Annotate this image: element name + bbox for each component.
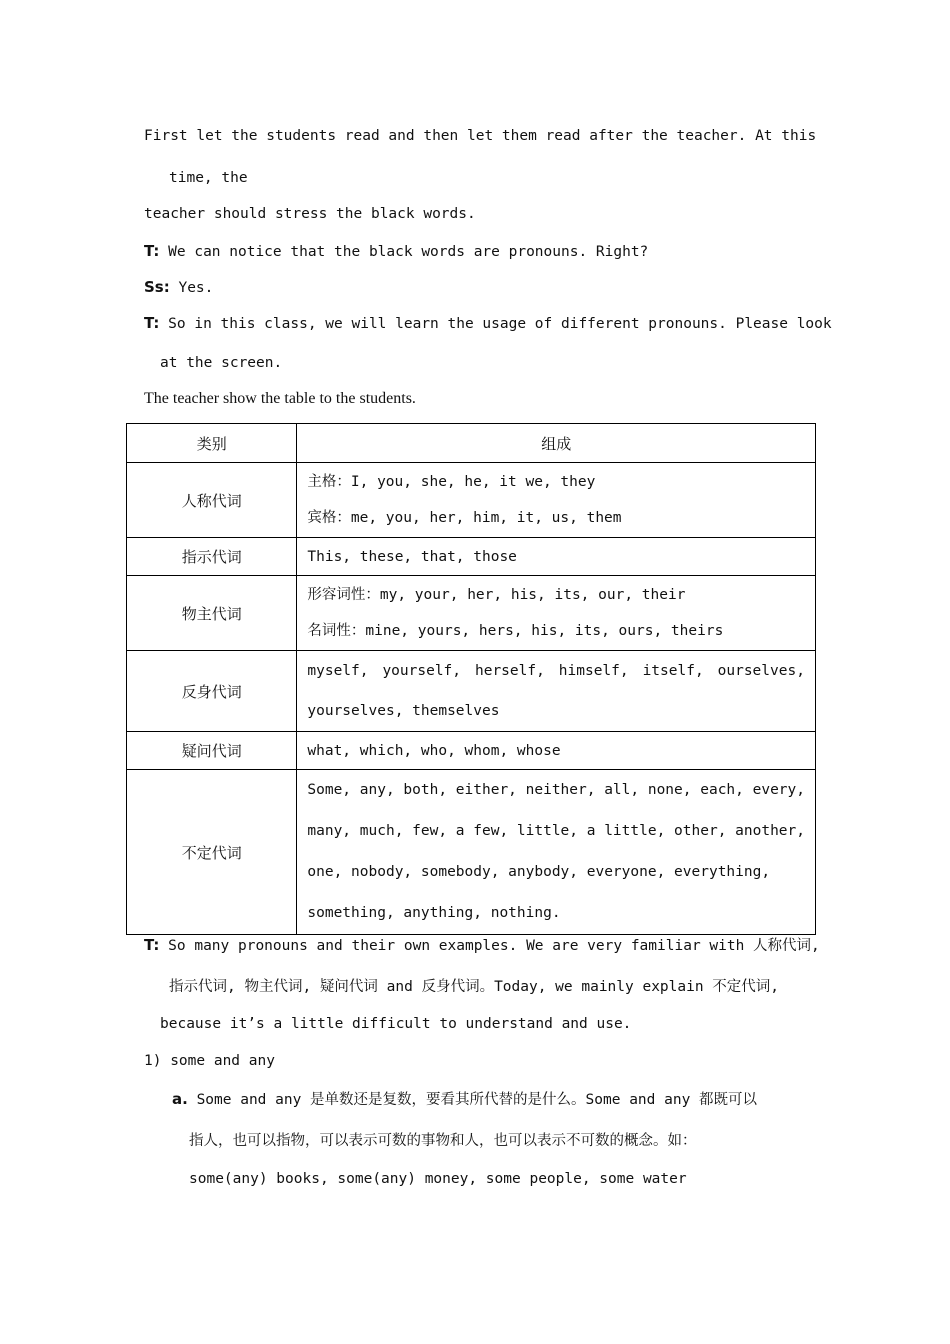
category-cell: 不定代词 <box>127 770 297 935</box>
table-header-row <box>127 424 816 463</box>
value-line: one, nobody, somebody, anybody, everyone, everything, <box>307 864 771 880</box>
dialogue-line-1 <box>144 242 648 260</box>
value-cell <box>297 538 816 576</box>
category-cell: 物主代词 <box>127 576 297 651</box>
summary-text: So many pronouns and their own examples. We are very familiar with 人称代词, <box>168 938 820 954</box>
item-line-2: 指人，也可以指物，可以表示可数的事物和人，也可以表示不可数的概念。如： <box>189 1133 697 1149</box>
section-heading: 1) some and any <box>144 1053 275 1069</box>
value-cell <box>297 651 816 732</box>
value-cell <box>297 770 816 935</box>
speaker-label: Ss: <box>144 278 170 296</box>
value-line: something, anything, nothing. <box>307 905 561 921</box>
table-row <box>127 770 816 935</box>
value-cell <box>297 576 816 651</box>
category-cell: 人称代词 <box>127 463 297 538</box>
dialogue-line-3 <box>144 314 832 332</box>
value-line: 形容词性：my, your, her, his, its, our, their <box>307 587 686 603</box>
value-line: yourselves, themselves <box>307 703 500 719</box>
dialogue-text: We can notice that the black words are pronouns. Right? <box>168 244 649 260</box>
speaker-label: T: <box>144 314 160 332</box>
summary-line-3: because it’s a little difficult to understand and use. <box>160 1016 632 1032</box>
speaker-label: T: <box>144 242 160 260</box>
value-cell <box>297 732 816 770</box>
dialogue-text: Yes. <box>178 280 214 296</box>
category-cell: 疑问代词 <box>127 732 297 770</box>
item-text: Some and any 是单数还是复数，要看其所代替的是什么。Some and any 都既可以 <box>196 1092 758 1108</box>
table-row <box>127 576 816 651</box>
intro-line-3: teacher should stress the black words. <box>144 206 476 222</box>
value-line: Some, any, both, either, neither, all, none, each, every, <box>307 782 805 798</box>
dialogue-line-3-cont: at the screen. <box>160 355 283 371</box>
value-line: what, which, who, whom, whose <box>307 742 561 759</box>
intro-line-2: time, the <box>169 170 248 186</box>
table-row <box>127 732 816 770</box>
item-line-3: some(any) books, some(any) money, some people, some water <box>189 1171 687 1187</box>
value-line: many, much, few, a few, little, a little, other, another, <box>307 823 805 839</box>
header-category: 类别 <box>127 424 297 463</box>
pronoun-table <box>126 423 816 935</box>
summary-line-1 <box>144 934 820 955</box>
value-line: 宾格：me, you, her, him, it, us, them <box>307 510 622 526</box>
table-row <box>127 538 816 576</box>
header-composition: 组成 <box>297 424 816 463</box>
value-cell <box>297 463 816 538</box>
summary-line-2: 指示代词, 物主代词, 疑问代词 and 反身代词。Today, we mainly explain 不定代词, <box>169 979 780 995</box>
dialogue-text: So in this class, we will learn the usage of different pronouns. Please look <box>168 316 832 332</box>
intro-line-1: First let the students read and then let them read after the teacher. At this <box>144 128 817 144</box>
value-line: 名词性：mine, yours, hers, his, its, ours, theirs <box>307 623 724 639</box>
table-intro: The teacher show the table to the students. <box>144 390 416 407</box>
dialogue-line-2 <box>144 278 213 296</box>
value-line: 主格：I, you, she, he, it we, they <box>307 474 596 490</box>
value-line: myself, yourself, herself, himself, itself, ourselves, <box>307 663 805 679</box>
category-cell: 反身代词 <box>127 651 297 732</box>
category-cell: 指示代词 <box>127 538 297 576</box>
table-row <box>127 463 816 538</box>
value-line: This, these, that, those <box>307 548 517 565</box>
item-label: a. <box>172 1090 188 1108</box>
item-line-1 <box>172 1088 757 1109</box>
speaker-label: T: <box>144 936 160 954</box>
table-row <box>127 651 816 732</box>
